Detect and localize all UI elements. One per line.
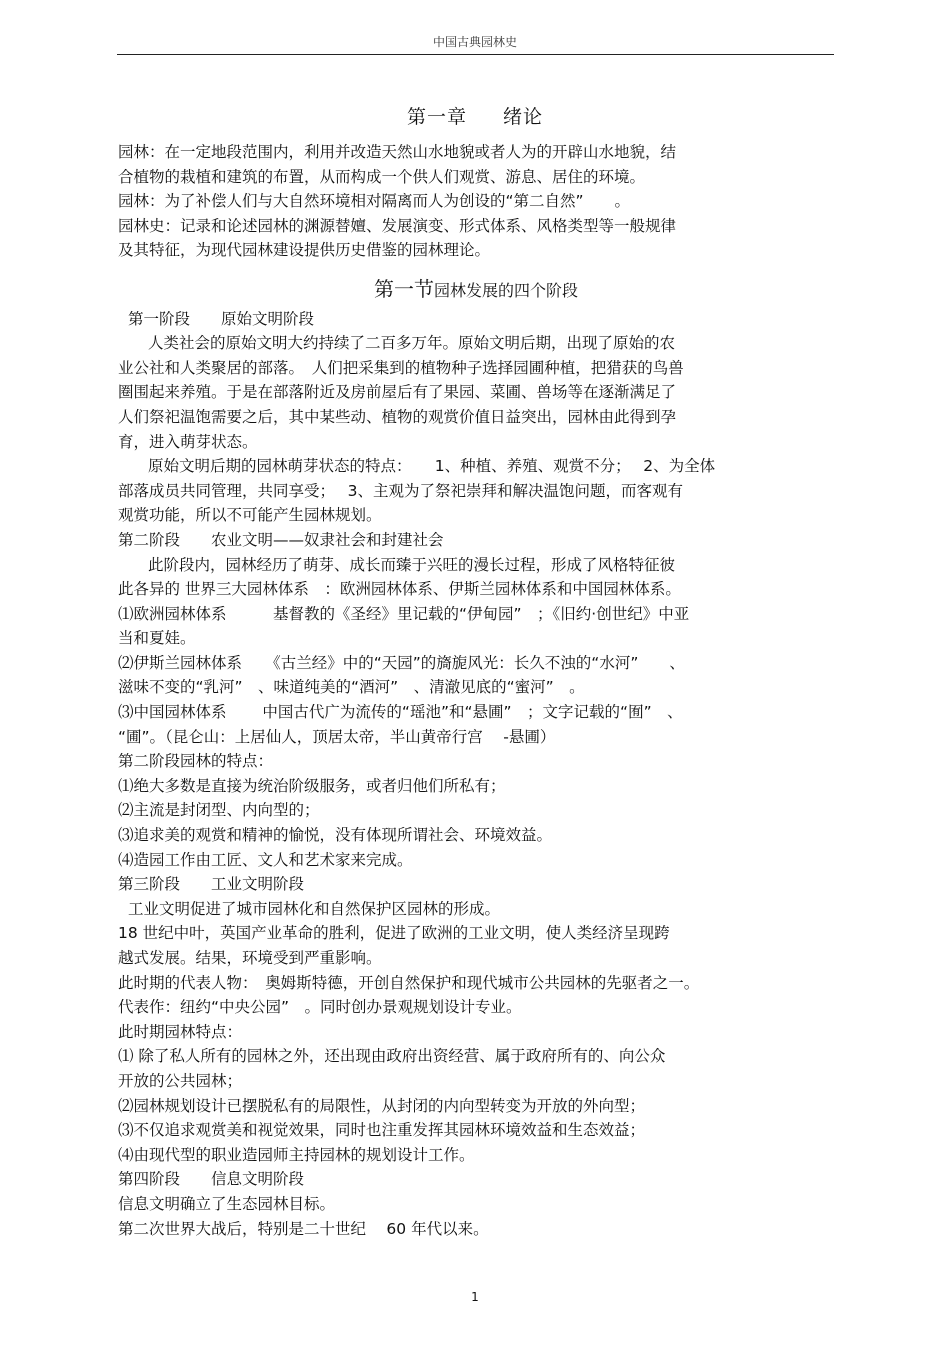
- list-item: ⑴绝大多数是直接为统治阶级服务，或者归他们所私有；: [118, 776, 506, 795]
- list-item: ⑴欧洲园林体系 基督教的《圣经》里记载的“伊甸园” ；《旧约·创世纪》中亚: [118, 604, 690, 623]
- list-item: ⑵园林规划设计已摆脱私有的局限性，从封闭的内向型转变为开放的外向型；: [118, 1096, 646, 1115]
- list-item: ⑴ 除了私人所有的园林之外，还出现由政府出资经营、属于政府所有的、向公众: [118, 1047, 666, 1066]
- paragraph-line: “圃”。（昆仑山：上居仙人，顶居太帝，半山黄帝行宫 -悬圃）: [118, 727, 556, 746]
- paragraph-line: 人们祭祀温饱需要之后，其中某些动、植物的观赏价值日益突出，园林由此得到孕: [118, 407, 677, 426]
- paragraph-line: 越式发展。结果，环境受到严重影响。: [118, 949, 382, 967]
- definition-line: 合植物的栽植和建筑的布置，从而构成一个供人们观赏、游息、居住的环境。: [118, 167, 646, 186]
- section-title: 园林发展的四个阶段: [433, 280, 578, 300]
- chapter-title: [0, 102, 950, 129]
- section-heading: [118, 277, 834, 304]
- paragraph-line: 育，进入萌芽状态。: [118, 432, 258, 451]
- paragraph-line: 当和夏娃。: [118, 629, 196, 648]
- paragraph-line: 信息文明确立了生态园林目标。: [118, 1194, 336, 1213]
- paragraph-line: 人类社会的原始文明大约持续了二百多万年。原始文明后期，出现了原始的农: [148, 334, 676, 353]
- section-number: 第一节: [373, 276, 434, 301]
- list-item: ⑶中国园林体系 中国古代广为流传的“瑶池”和“悬圃” ；文字记载的“囿” 、: [118, 703, 683, 722]
- paragraph-line: 业公社和人类聚居的部落。 人们把采集到的植物种子选择园圃种植，把猎获的鸟兽: [118, 358, 684, 377]
- stage-heading: 第三阶段 工业文明阶段: [118, 875, 305, 894]
- paragraph-line: 此各异的 世界三大园林体系 ：欧洲园林体系、伊斯兰园林体系和中国园林体系。: [118, 580, 681, 599]
- paragraph-line: 部落成员共同管理，共同享受； 3、主观为了祭祀崇拜和解决温饱问题，而客观有: [118, 481, 684, 500]
- paragraph-line: 此时期的代表人物： 奥姆斯特德，开创自然保护和现代城市公共园林的先驱者之一。: [118, 973, 700, 992]
- paragraph-line: 观赏功能，所以不可能产生园林规划。: [118, 506, 382, 525]
- paragraph-line: 第二次世界大战后，特别是二十世纪 60 年代以来。: [118, 1219, 489, 1238]
- paragraph-line: 开放的公共园林；: [118, 1071, 243, 1090]
- chapter-name: 绪论: [503, 106, 544, 128]
- paragraph-line: 此阶段内，园林经历了萌芽、成长而臻于兴旺的漫长过程，形成了风格特征彼: [148, 555, 676, 574]
- subheading: 第二阶段园林的特点：: [118, 752, 274, 771]
- chapter-number: 第一章: [406, 106, 467, 128]
- subheading: 此时期园林特点：: [118, 1022, 243, 1041]
- paragraph-line: 圈围起来养殖。于是在部落附近及房前屋后有了果园、菜圃、兽场等在逐渐满足了: [118, 383, 677, 402]
- running-header: 中国古典园林史: [432, 35, 517, 49]
- list-item: ⑵主流是封闭型、内向型的；: [118, 801, 320, 820]
- paragraph-line: 代表作：纽约“中央公园” 。同时创办景观规划设计专业。: [118, 998, 522, 1017]
- header-rule: [117, 54, 834, 55]
- page-number: 1: [471, 1290, 479, 1304]
- list-item: ⑶不仅追求观赏美和视觉效果，同时也注重发挥其园林环境效益和生态效益；: [118, 1121, 646, 1140]
- paragraph-line: 原始文明后期的园林萌芽状态的特点： 1、种植、养殖、观赏不分； 2、为全体: [148, 457, 716, 476]
- list-item: ⑷由现代型的职业造园师主持园林的规划设计工作。: [118, 1145, 475, 1164]
- paragraph-line: 工业文明促进了城市园林化和自然保护区园林的形成。: [128, 899, 501, 918]
- definition-line: 及其特征，为现代园林建设提供历史借鉴的园林理论。: [118, 241, 491, 260]
- document-body: [118, 140, 834, 1241]
- paragraph-line: 滋味不变的“乳河” 、味道纯美的“酒河” 、清澈见底的“蜜河” 。: [118, 678, 585, 697]
- stage-heading: 第二阶段 农业文明——奴隶社会和封建社会: [118, 530, 444, 549]
- paragraph-line: 18 世纪中叶，英国产业革命的胜利，促进了欧洲的工业文明，使人类经济呈现跨: [118, 924, 670, 943]
- definition-line: 园林史：记录和论述园林的渊源替嬗、发展演变、形式体系、风格类型等一般规律: [118, 216, 677, 235]
- stage-heading: 第四阶段 信息文明阶段: [118, 1170, 305, 1189]
- list-item: ⑵伊斯兰园林体系 《古兰经》中的“天园”的旖旎风光：长久不浊的“水河” 、: [118, 653, 685, 672]
- definition-line: 园林：在一定地段范围内，利用并改造天然山水地貌或者人为的开辟山水地貌，结: [118, 143, 677, 161]
- definition-line: 园林：为了补偿人们与大自然环境相对隔离而人为创设的“第二自然” 。: [118, 192, 631, 211]
- list-item: ⑶追求美的观赏和精神的愉悦，没有体现所谓社会、环境效益。: [118, 826, 553, 845]
- stage-heading: 第一阶段 原始文明阶段: [128, 309, 315, 328]
- list-item: ⑷造园工作由工匠、文人和艺术家来完成。: [118, 850, 413, 869]
